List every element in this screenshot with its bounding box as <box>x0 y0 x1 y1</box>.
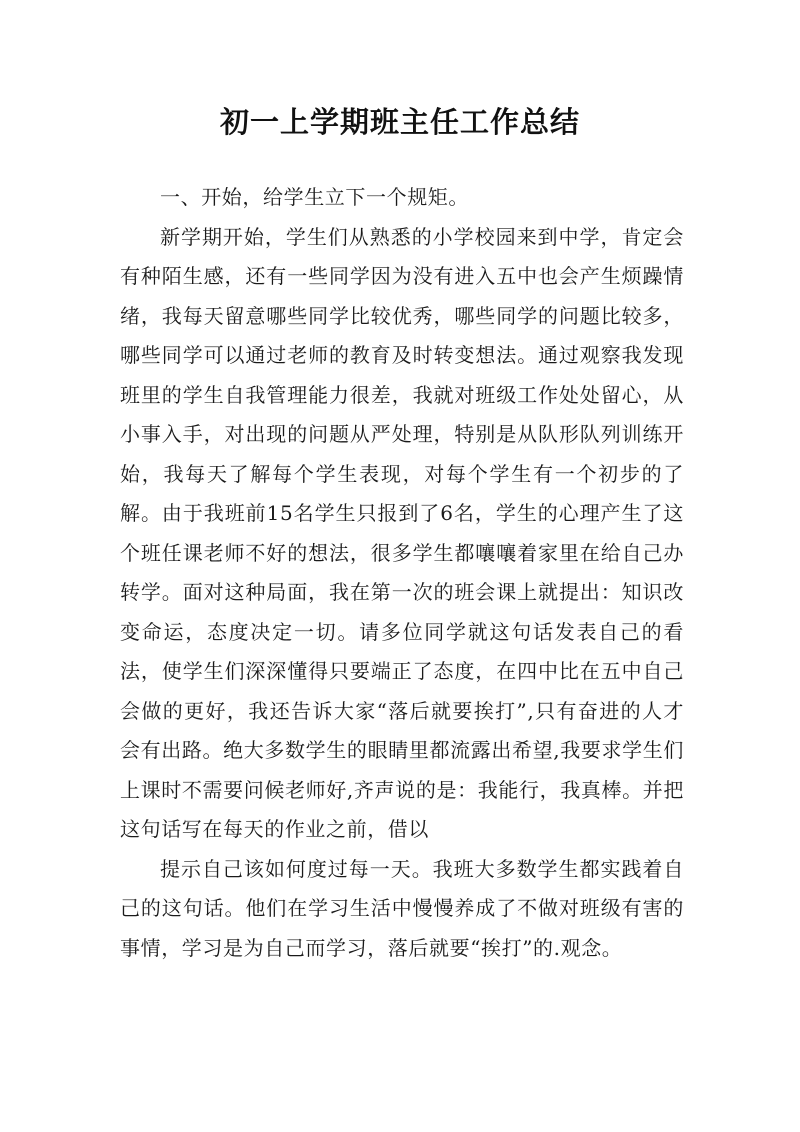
section-heading: 一、开始，给学生立下一个规矩。 <box>160 185 469 209</box>
document-body <box>120 178 684 968</box>
document-title: 初一上学期班主任工作总结 <box>219 105 580 139</box>
body-paragraph: 提示自己该如何度过每一天。我班大多数学生都实践着自己的这句话。他们在学习生活中慢慢养成了不做对班级有害的事情，学习是为自己而学习，落后就要“挨打”的.观念。 <box>120 856 684 960</box>
body-paragraph: 新学期开始，学生们从熟悉的小学校园来到中学，肯定会有种陌生感，还有一些同学因为没有进入五中也会产生烦躁情绪，我每天留意哪些同学比较优秀，哪些同学的问题比较多，哪些同学可以通过老师的教育及时转变想法。通过观察我发现班里的学生自我管理能力很差，我就对班级工作处处留心，从小事入手，对出现的问题从严处理，特别是从队形队列训练开始，我每天了解每个学生表现，对每个学生有一个初步的了解。由于我班前15名学生只报到了6名，学生的心理产生了这个班任课老师不好的想法，很多学生都嚷嚷着家里在给自己办转学。面对这种局面，我在第一次的班会课上就提出：知识改变命运，态度决定一切。请多位同学就这句话发表自己的看法，使学生们深深懂得只要端正了态度，在四中比在五中自己会做的更好，我还告诉大家“落后就要挨打”,只有奋进的人才会有出路。绝大多数学生的眼睛里都流露出希望,我要求学生们上课时不需要问候老师好,齐声说的是：我能行，我真棒。并把这句话写在每天的作业之前，借以 <box>120 224 684 841</box>
